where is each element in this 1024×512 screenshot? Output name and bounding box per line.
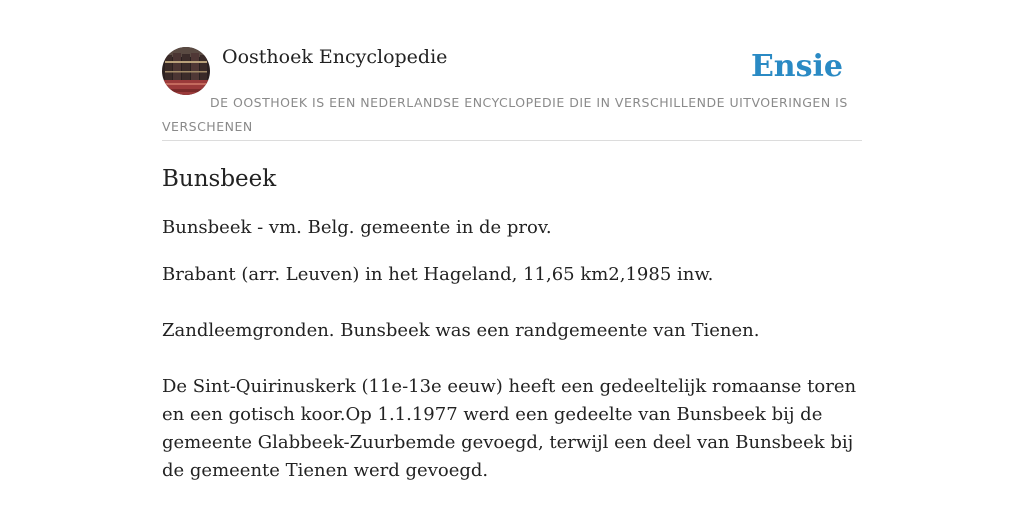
article-paragraph: Brabant (arr. Leuven) in het Hageland, 11,65 km2,1985 inw. — [162, 264, 714, 285]
site-header — [162, 46, 862, 141]
article-paragraph: De Sint-Quirinuskerk (11e-13e eeuw) heeft een gedeeltelijk romaanse toren en een gotisch koor.Op 1.1.1977 werd een gedeelte van Bunsbeek bij de gemeente Glabbeek-Zuurbemde gevoegd, terwijl een deel van Bunsbeek bij de gemeente Tienen werd gevoegd. — [162, 376, 857, 481]
article-paragraph: Bunsbeek - vm. Belg. gemeente in de prov. — [162, 217, 552, 238]
book-spines-icon[interactable] — [162, 47, 210, 95]
site-subtitle: DE OOSTHOEK IS EEN NEDERLANDSE ENCYCLOPEDIE DIE IN VERSCHILLENDE UITVOERINGEN IS VERSCHENEN — [162, 95, 848, 134]
site-title[interactable]: Oosthoek Encyclopedie — [222, 46, 448, 68]
brand-logo[interactable]: Ensie — [750, 49, 843, 84]
article — [162, 162, 862, 485]
article-paragraph: Zandleemgronden. Bunsbeek was een randgemeente van Tienen. — [162, 320, 760, 341]
article-title: Bunsbeek — [162, 166, 277, 192]
